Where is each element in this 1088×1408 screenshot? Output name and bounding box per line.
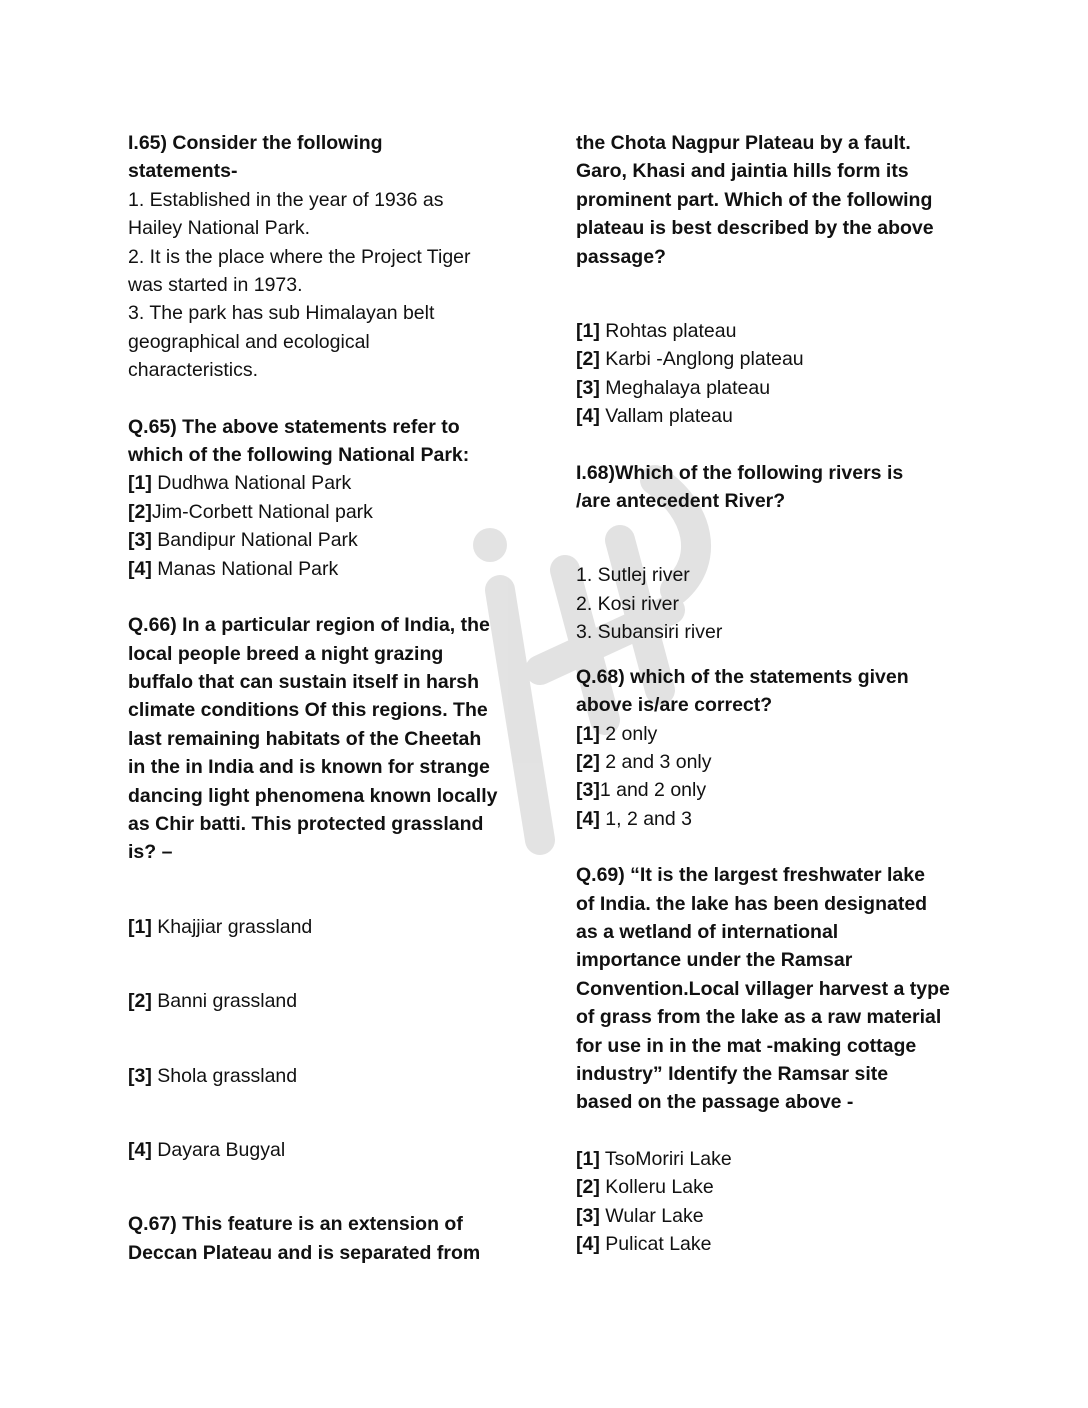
left-column — [128, 129, 518, 1267]
question-text: Q.68) which of the statements given — [576, 665, 909, 688]
question-text: buffalo that can sustain itself in harsh — [128, 670, 480, 693]
option-1: [1] Khajjiar grassland — [128, 915, 313, 938]
question-text: which of the following National Park: — [128, 444, 470, 467]
question-text: passage? — [576, 245, 666, 268]
question-text: Q.69) “It is the largest freshwater lake — [576, 864, 925, 887]
option-3: [3] Meghalaya plateau — [576, 376, 771, 399]
question-text: last remaining habitats of the Cheetah — [128, 727, 482, 750]
option-1: [1] 2 only — [576, 722, 658, 745]
option-1: [1] TsoMoriri Lake — [576, 1147, 732, 1170]
statement-line: 2. It is the place where the Project Tiger — [128, 245, 471, 268]
question-text: prominent part. Which of the following — [576, 188, 933, 211]
question-q65 — [128, 413, 518, 583]
statement-line: geographical and ecological — [128, 330, 370, 353]
option-4: [4] 1, 2 and 3 — [576, 807, 693, 830]
option-1: [1] Rohtas plateau — [576, 320, 737, 343]
right-column — [576, 129, 971, 1258]
question-text: of grass from the lake as a raw material — [576, 1006, 942, 1029]
option-3: [3] Wular Lake — [576, 1204, 704, 1227]
statement-line: Hailey National Park. — [128, 217, 311, 240]
option-4: [4] Vallam plateau — [576, 405, 733, 428]
question-text: dancing light phenomena known locally — [128, 784, 498, 807]
option-4: [4] Pulicat Lake — [576, 1233, 712, 1255]
question-q66 — [128, 611, 518, 1164]
question-text: above is/are correct? — [576, 694, 773, 717]
question-text: based on the passage above - — [576, 1091, 854, 1114]
info-i68 — [576, 459, 971, 647]
question-text: Garo, Khasi and jaintia hills form its — [576, 160, 909, 183]
question-q67-continued — [576, 129, 971, 431]
option-4: [4] Manas National Park — [128, 557, 339, 580]
question-text: plateau is best described by the above — [576, 217, 934, 240]
info-heading: statements- — [128, 160, 238, 183]
statement-line: was started in 1973. — [128, 274, 303, 297]
question-q67 — [128, 1210, 518, 1267]
statement-line: characteristics. — [128, 359, 259, 382]
option-2: [2] 2 and 3 only — [576, 750, 712, 773]
info-i65 — [128, 129, 518, 385]
question-text: of India. the lake has been designated — [576, 892, 928, 915]
option-3: [3] Bandipur National Park — [128, 529, 358, 552]
option-2: [2] Banni grassland — [128, 990, 298, 1013]
option-3: [3] Shola grassland — [128, 1064, 298, 1087]
option-4: [4] Dayara Bugyal — [128, 1138, 286, 1161]
question-q69 — [576, 861, 971, 1258]
option-2: [2] Karbi -Anglong plateau — [576, 348, 804, 371]
question-text: Convention.Local villager harvest a type — [576, 977, 950, 1000]
question-text: as a wetland of international — [576, 920, 839, 943]
question-text: Q.67) This feature is an extension of — [128, 1213, 463, 1236]
option-1: [1] Dudhwa National Park — [128, 472, 352, 495]
question-text: Deccan Plateau and is separated from — [128, 1241, 481, 1264]
statement-line: 2. Kosi river — [576, 592, 679, 615]
question-text: importance under the Ramsar — [576, 949, 853, 972]
question-text: climate conditions Of this regions. The — [128, 699, 488, 722]
question-text: industry” Identify the Ramsar site — [576, 1062, 889, 1085]
question-text: Q.66) In a particular region of India, the — [128, 614, 490, 637]
question-q68 — [576, 663, 971, 833]
statement-line: 1. Sutlej river — [576, 564, 690, 587]
statement-line: 3. The park has sub Himalayan belt — [128, 302, 435, 325]
option-2: [2]Jim-Corbett National park — [128, 500, 373, 523]
option-3: [3]1 and 2 only — [576, 779, 707, 802]
option-2: [2] Kolleru Lake — [576, 1176, 714, 1199]
question-text: Q.65) The above statements refer to — [128, 415, 460, 438]
question-text: in the in India and is known for strange — [128, 756, 490, 779]
info-heading: /are antecedent River? — [576, 490, 786, 513]
question-text: local people breed a night grazing — [128, 642, 444, 665]
question-text: is? – — [128, 841, 173, 864]
question-text: the Chota Nagpur Plateau by a fault. — [576, 132, 911, 154]
statement-line: 1. Established in the year of 1936 as — [128, 188, 444, 211]
question-text: as Chir batti. This protected grassland — [128, 812, 484, 835]
info-heading: I.65) Consider the following — [128, 132, 383, 154]
info-heading: I.68)Which of the following rivers is — [576, 461, 904, 484]
statement-line: 3. Subansiri river — [576, 621, 723, 644]
question-text: for use in in the mat -making cottage — [576, 1034, 917, 1057]
